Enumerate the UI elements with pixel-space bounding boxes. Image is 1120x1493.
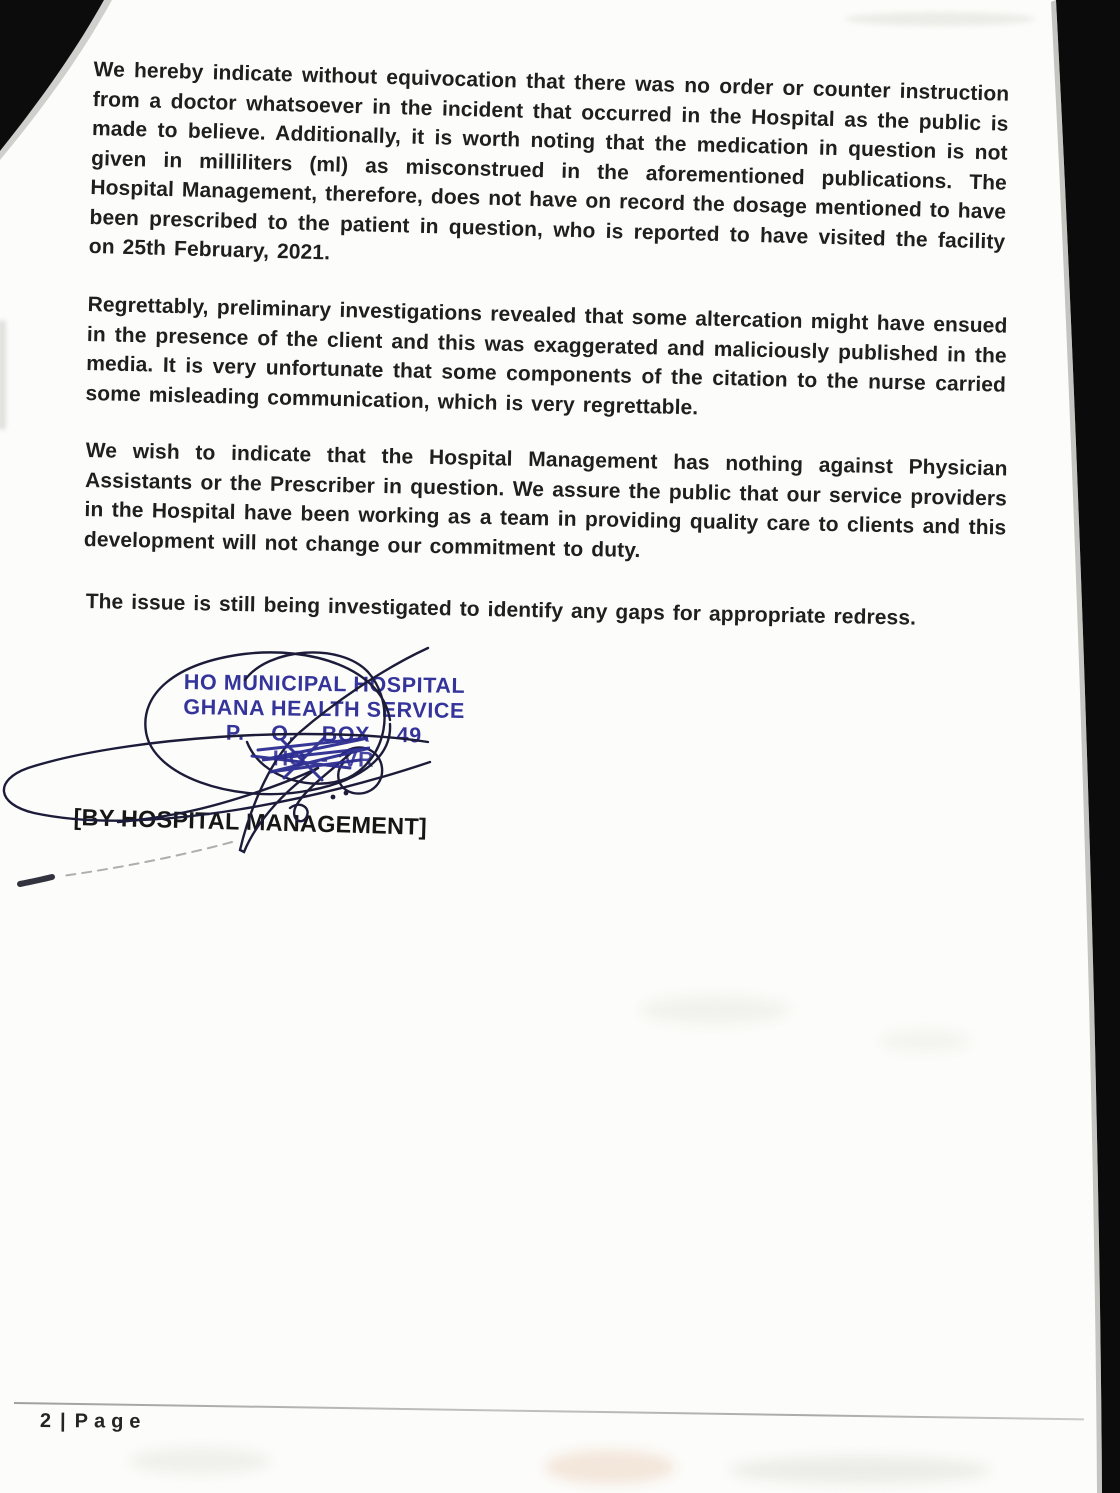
fold-corner-top-left xyxy=(0,0,104,151)
signature-ink xyxy=(0,620,760,920)
paragraph-hospital-management-position: We wish to indicate that the Hospital Management has nothing against Physician Assistants or the Prescriber in question. We assure the public that our service providers in the Hospital have been working as a team in providing quality care to clients and this development will not change our commitment to duty. xyxy=(83,438,1008,562)
page-number: 2 xyxy=(39,1410,52,1433)
stamp-line-ghana-health-service: GHANA HEALTH SERVICE xyxy=(183,695,466,723)
scan-smudge xyxy=(0,320,6,430)
scan-smudge xyxy=(845,12,1035,26)
page-number-separator: | xyxy=(59,1410,66,1433)
signature-scribble-over-stamp xyxy=(258,738,370,772)
paragraph-issue-under-investigation: The issue is still being investigated to identify any gaps for appropriate redress. xyxy=(85,589,917,630)
page-label: Page xyxy=(74,1410,147,1433)
signoff-by-hospital-management: [BY HOSPITAL MANAGEMENT] xyxy=(73,804,428,840)
signature-pen-tip xyxy=(20,877,52,884)
stamp-line-po-box: P. O. BOX 49 xyxy=(225,720,422,748)
scan-smudge xyxy=(640,995,790,1025)
scan-smudge xyxy=(130,1448,270,1474)
scan-smudge xyxy=(880,1030,970,1052)
signature-faint-dashes xyxy=(62,842,232,876)
signature-ink-dot xyxy=(331,795,336,800)
paragraph-preliminary-investigations: Regrettably, preliminary investigations revealed that some altercation might have ensued in the presence of the client and this was exaggerated and maliciously published in the media. It is very unfortunate that some components of the citation to the nurse carried some misleading communication, which is very regrettable. xyxy=(85,292,1008,419)
paragraph-no-doctor-order: We hereby indicate without equivocation that there was no order or counter instruction from a doctor whatsoever in the incident that occurred in the Hospital as the public is made to believe. Additionally, it is worth noting that the medication in question is not given in milliliters (ml) as misconstrued in the aforementioned publications. The Hospital Management, therefore, does not have on record the dosage mentioned to have been prescribed to the patient in question, who is reported to have visited the facility on 25th February, 2021. xyxy=(88,57,1010,265)
stamp-line-hospital-name: HO MUNICIPAL HOSPITAL xyxy=(183,670,466,698)
scan-smudge xyxy=(545,1450,675,1484)
page-footer xyxy=(40,1410,147,1434)
signature-ink-dot xyxy=(344,791,349,796)
scan-smudge xyxy=(730,1456,990,1484)
stamp-line-location: HO - VR xyxy=(272,746,375,772)
